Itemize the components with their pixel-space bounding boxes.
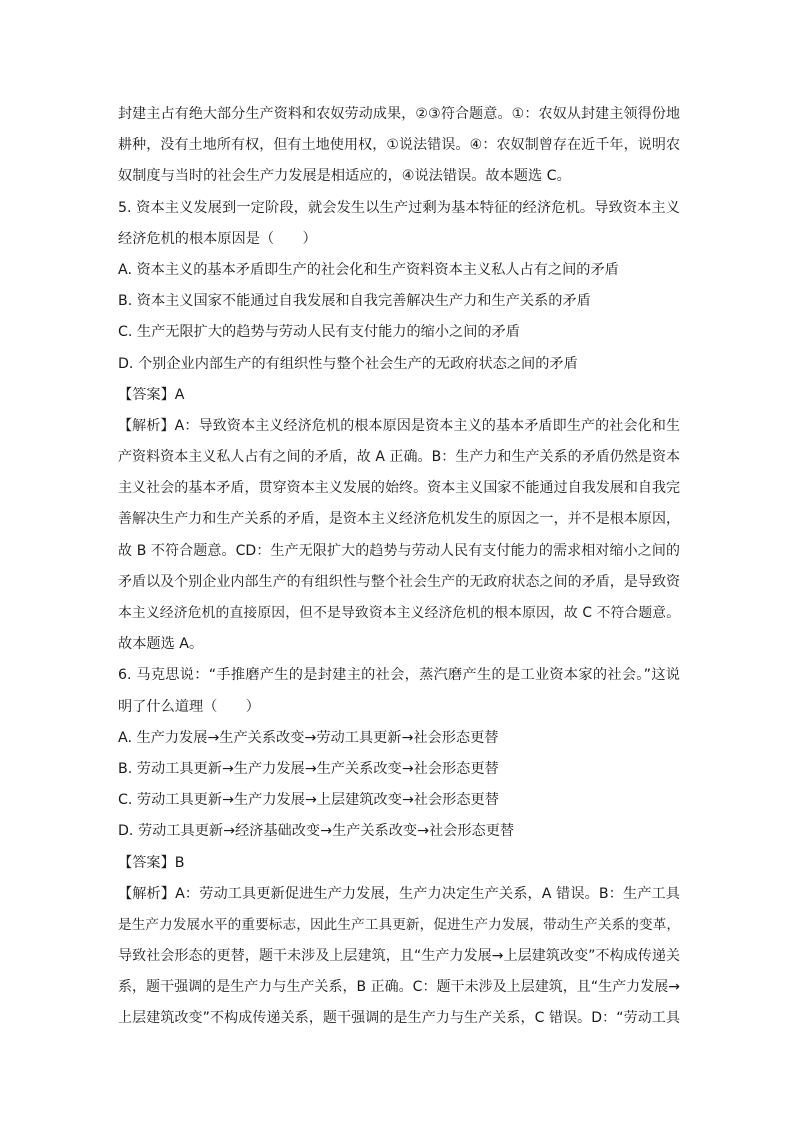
text-line: 奴制度与当时的社会生产力发展是相适应的，④说法错误。故本题选 C。 xyxy=(118,168,571,185)
text-line: 耕种，没有土地所有权，但有土地使用权，①说法错误。④：农奴制曾存在近千年，说明农 xyxy=(118,137,680,154)
question-5-analysis: 【解析】A：导致资本主义经济危机的根本原因是资本主义的基本矛盾即生产的社会化和生 xyxy=(118,417,680,434)
question-5-option-d: D. 个别企业内部生产的有组织性与整个社会生产的无政府状态之间的矛盾 xyxy=(118,355,578,372)
question-5-answer: 【答案】A xyxy=(118,386,185,403)
question-5-analysis: 故本题选 A。 xyxy=(118,636,204,653)
question-5-stem: 经济危机的根本原因是（ ） xyxy=(118,230,317,247)
question-5-option-b: B. 资本主义国家不能通过自我发展和自我完善解决生产力和生产关系的矛盾 xyxy=(118,293,591,310)
question-5-analysis: 产资料资本主义私人占有之间的矛盾，故 A 正确。B：生产力和生产关系的矛盾仍然是资本 xyxy=(118,449,680,466)
question-5-analysis: 善解决生产力和生产关系的矛盾，是资本主义经济危机发生的原因之一，并不是根本原因， xyxy=(118,511,680,528)
question-5-analysis: 矛盾以及个别企业内部生产的有组织性与整个社会生产的无政府状态之间的矛盾，是导致资 xyxy=(118,573,680,590)
question-5-option-c: C. 生产无限扩大的趋势与劳动人民有支付能力的缩小之间的矛盾 xyxy=(118,324,520,341)
question-6-option-b: B. 劳动工具更新→生产力发展→生产关系改变→社会形态更替 xyxy=(118,760,499,777)
question-5-option-a: A. 资本主义的基本矛盾即生产的社会化和生产资料资本主义私人占有之间的矛盾 xyxy=(118,261,619,278)
question-6-answer: 【答案】B xyxy=(118,854,185,871)
question-6-option-a: A. 生产力发展→生产关系改变→劳动工具更新→社会形态更替 xyxy=(118,729,499,746)
question-6-option-d: D. 劳动工具更新→经济基础改变→生产关系改变→社会形态更替 xyxy=(118,823,515,840)
question-5-stem: 5. 资本主义发展到一定阶段，就会发生以生产过剩为基本特征的经济危机。导致资本主义 xyxy=(118,199,680,216)
question-6-option-c: C. 劳动工具更新→生产力发展→上层建筑改变→社会形态更替 xyxy=(118,792,499,809)
question-6-analysis: 系，题干强调的是生产力与生产关系，B 正确。C：题干未涉及上层建筑，且“生产力发展→ xyxy=(118,979,680,996)
question-6-analysis: 是生产力发展水平的重要标志，因此生产工具更新，促进生产力发展，带动生产关系的变革， xyxy=(118,916,680,933)
question-6-stem: 明了什么道理（ ） xyxy=(118,698,260,715)
question-6-analysis: 导致社会形态的更替，题干未涉及上层建筑，且“生产力发展→上层建筑改变”不构成传递关 xyxy=(118,948,680,965)
question-6-analysis: 上层建筑改变”不构成传递关系，题干强调的是生产力与生产关系，C 错误。D：“劳动工具 xyxy=(118,1010,680,1027)
question-5-analysis: 本主义经济危机的直接原因，但不是导致资本主义经济危机的根本原因，故 C 不符合题意。 xyxy=(118,605,680,621)
question-5-analysis: 主义社会的基本矛盾，贯穿资本主义发展的始终。资本主义国家不能通过自我发展和自我完 xyxy=(118,480,680,497)
question-6-analysis: 【解析】A：劳动工具更新促进生产力发展，生产力决定生产关系，A 错误。B：生产工具 xyxy=(118,885,680,902)
question-6-stem: 6. 马克思说：“手推磨产生的是封建主的社会，蒸汽磨产生的是工业资本家的社会。”这说 xyxy=(118,667,680,684)
text-line: 封建主占有绝大部分生产资料和农奴劳动成果，②③符合题意。①：农奴从封建主领得份地 xyxy=(118,106,680,122)
document-body xyxy=(118,99,680,1035)
question-5-analysis: 故 B 不符合题意。CD：生产无限扩大的趋势与劳动人民有支付能力的需求相对缩小之间的 xyxy=(118,542,680,559)
